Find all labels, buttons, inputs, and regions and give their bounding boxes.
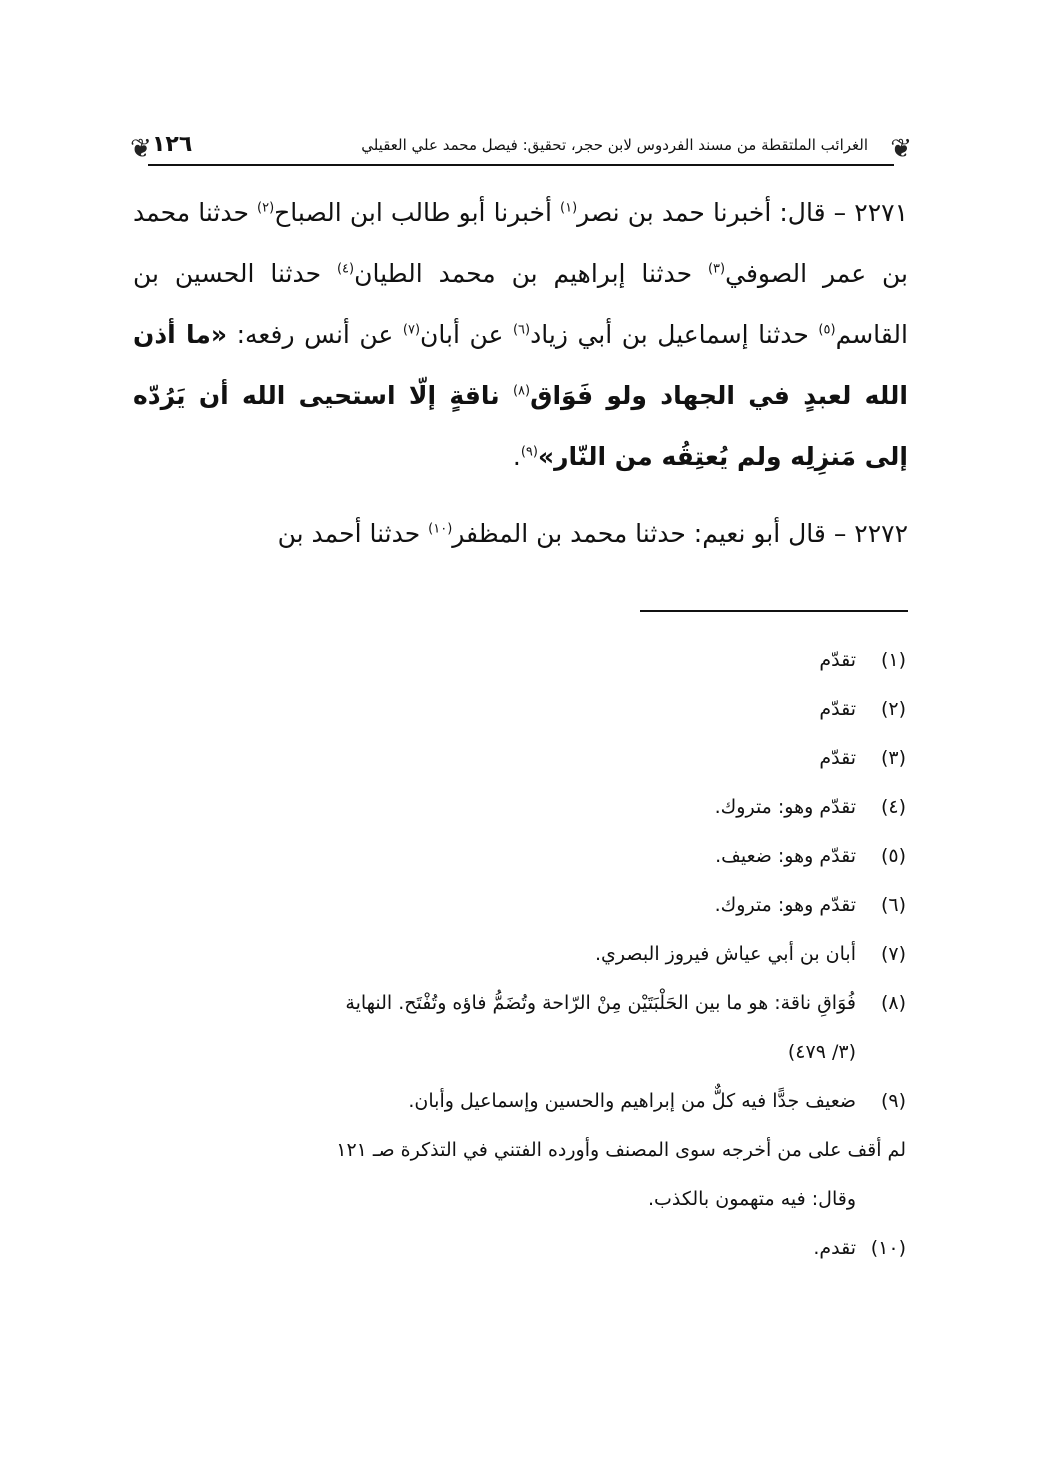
header-title: الغرائب الملتقطة من مسند الفردوس لابن حجر، تحقيق: فيصل محمد علي العقيلي (361, 136, 868, 154)
page-number: ١٢٦ (152, 132, 193, 157)
footnote-5 (133, 832, 906, 881)
footnote-9-line2: لم أقف على من أخرجه سوى المصنف وأورده الفتني في التذكرة صـ ١٢١ (336, 1139, 906, 1161)
footnote-8-continuation: (٣/ ٤٧٩) (787, 1041, 856, 1063)
hadith-number: ٢٢٧١ (854, 198, 908, 227)
isnad-text: حدثنا إسماعيل بن أبي زياد (530, 320, 819, 349)
ornament-right-icon: ❦ (890, 134, 912, 164)
footnote-ref[interactable]: (٧) (402, 322, 421, 338)
footnote-ref[interactable]: (٢) (257, 200, 275, 216)
isnad-text: أخبرنا أبو طالب ابن الصباح (274, 198, 561, 227)
footnote-number: (٨) (880, 992, 906, 1014)
isnad-text: عن أبان (420, 320, 513, 349)
running-header (130, 128, 912, 168)
footnote-number: (٢) (880, 698, 906, 720)
footnote-ref[interactable]: (٦) (512, 322, 531, 338)
footnote-ref[interactable]: (٣) (707, 261, 726, 277)
footnote-text: تقدّم (819, 698, 856, 720)
footnote-number: (١) (880, 649, 906, 671)
isnad-text: – قال أبو نعيم: حدثنا محمد بن المظفر (452, 519, 855, 548)
footnote-number: (٥) (880, 845, 906, 867)
isnad-text: حدثنا إبراهيم بن محمد الطيان (354, 259, 708, 288)
footnote-3 (133, 734, 906, 783)
footnote-text: ضعيف جدًّا فيه كلٌّ من إبراهيم والحسين وإسماعيل وأبان. (408, 1090, 856, 1112)
footnote-2 (133, 685, 906, 734)
footnote-9-line3: وقال: فيه متهمون بالكذب. (647, 1188, 856, 1210)
footnote-text: فُوَاقِ ناقة: هو ما بين الحَلْبَتَيْن مِنْ الرّاحة وتُضَمُّ فاؤه وتُفْتَح. النهاية (345, 992, 856, 1014)
hadith-2272 (133, 503, 908, 564)
footnote-text: تقدّم وهو: ضعيف. (715, 845, 856, 867)
footnote-ref[interactable]: (٩) (520, 444, 538, 460)
footnote-number: (٤) (880, 796, 906, 818)
header-rule (148, 164, 894, 166)
footnote-separator (640, 610, 908, 612)
sentence-end: . (512, 442, 521, 471)
footnote-10 (133, 1224, 906, 1273)
isnad-text: – قال: أخبرنا حمد بن نصر (577, 198, 855, 227)
footnote-number: (٧) (880, 943, 906, 965)
footnote-ref[interactable]: (٨) (512, 383, 531, 399)
footnote-9 (133, 1077, 906, 1126)
footnote-1 (133, 636, 906, 685)
footnote-number: (٣) (880, 747, 906, 769)
footnote-4 (133, 783, 906, 832)
isnad-text: حدثنا الحسين بن القاسم (133, 259, 908, 349)
footnote-number: (٩) (880, 1090, 906, 1112)
isnad-text: عن أنس رفعه: (227, 320, 403, 349)
footnote-text: تقدّم وهو: متروك. (714, 796, 856, 818)
footnote-6 (133, 881, 906, 930)
footnote-number: (٦) (880, 894, 906, 916)
footnote-text: أبان بن أبي عياش فيروز البصري. (594, 943, 856, 965)
footnote-7 (133, 930, 906, 979)
footnote-number: (١٠) (870, 1237, 906, 1259)
footnote-ref[interactable]: (١٠) (428, 521, 453, 537)
footnote-ref[interactable]: (٥) (818, 322, 836, 338)
footnote-8 (133, 979, 906, 1028)
footnote-text: تقدّم (819, 747, 856, 769)
footnote-ref[interactable]: (١) (560, 200, 578, 216)
footnote-text: تقدّم (819, 649, 856, 671)
matn-text: ناقةٍ إلّا استحيى الله أن يَرُدّه إلى مَنزِلِه ولم يُعتِقُه من النّار» (133, 381, 908, 471)
ornament-left-icon: ❦ (130, 134, 152, 164)
hadith-2271 (133, 182, 908, 487)
footnote-text: تقدم. (813, 1237, 856, 1259)
footnote-ref[interactable]: (٤) (336, 261, 355, 277)
footnote-text: تقدّم وهو: متروك. (714, 894, 856, 916)
isnad-text: حدثنا أحمد بن (277, 519, 429, 548)
matn-text: «ما أذن الله لعبدٍ في الجهاد ولو فَوَاق (133, 320, 908, 410)
isnad-text: حدثنا محمد بن عمر الصوفي (133, 198, 908, 288)
footnotes (133, 636, 906, 1273)
hadith-number: ٢٢٧٢ (854, 519, 908, 548)
main-text (133, 182, 908, 564)
